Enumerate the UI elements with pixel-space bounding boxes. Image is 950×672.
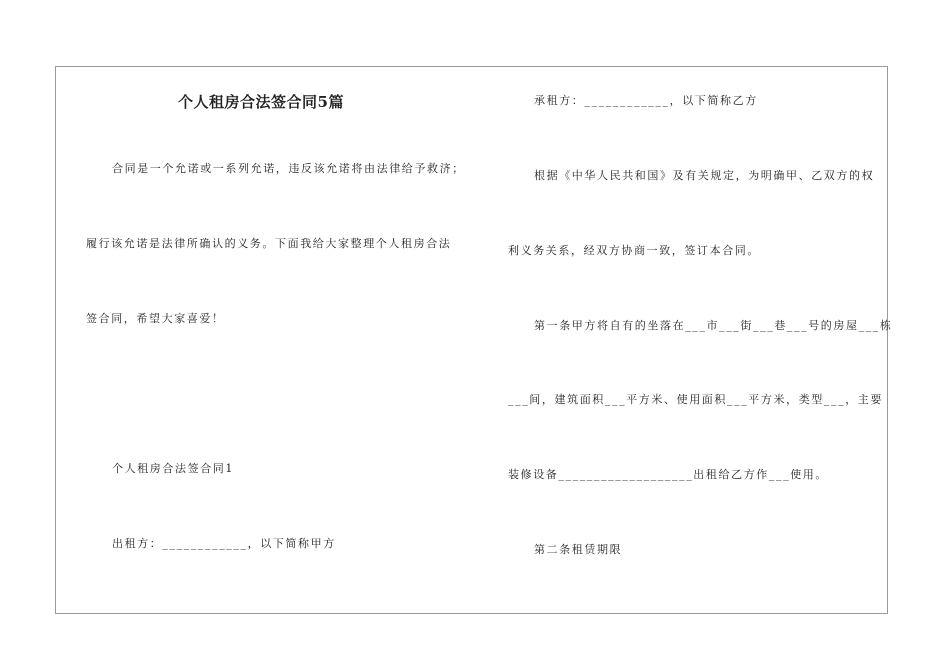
document-title: 个人租房合法签合同5篇	[178, 93, 344, 111]
paragraph-line: 利义务关系，经双方协商一致，签订本合同。	[508, 244, 760, 257]
document-page	[55, 66, 893, 614]
paragraph-line: 根据《中华人民共和国》及有关规定，为明确甲、乙双方的权	[534, 169, 875, 182]
section-heading: 第二条租赁期限	[534, 543, 623, 556]
paragraph-line: ___间，建筑面积___平方米、使用面积___平方米，类型___，主要	[508, 393, 883, 406]
paragraph-line: 出租方：____________，以下简称甲方	[112, 537, 336, 550]
paragraph-line: 合同是一个允诺或一系列允诺，违反该允诺将由法律给予救济；	[112, 162, 465, 175]
section-heading: 个人租房合法签合同1	[112, 462, 234, 475]
paragraph-line: 承租方：____________，以下简称乙方	[534, 94, 758, 107]
paragraph-line: 签合同，希望大家喜爱！	[86, 312, 225, 325]
paragraph-line: 第一条甲方将自有的坐落在___市___街___巷___号的房屋___栋	[534, 319, 893, 332]
paragraph-line: 装修设备___________________出租给乙方作___使用。	[508, 468, 828, 481]
paragraph-line: 履行该允诺是法律所确认的义务。下面我给大家整理个人租房合法	[86, 237, 452, 250]
